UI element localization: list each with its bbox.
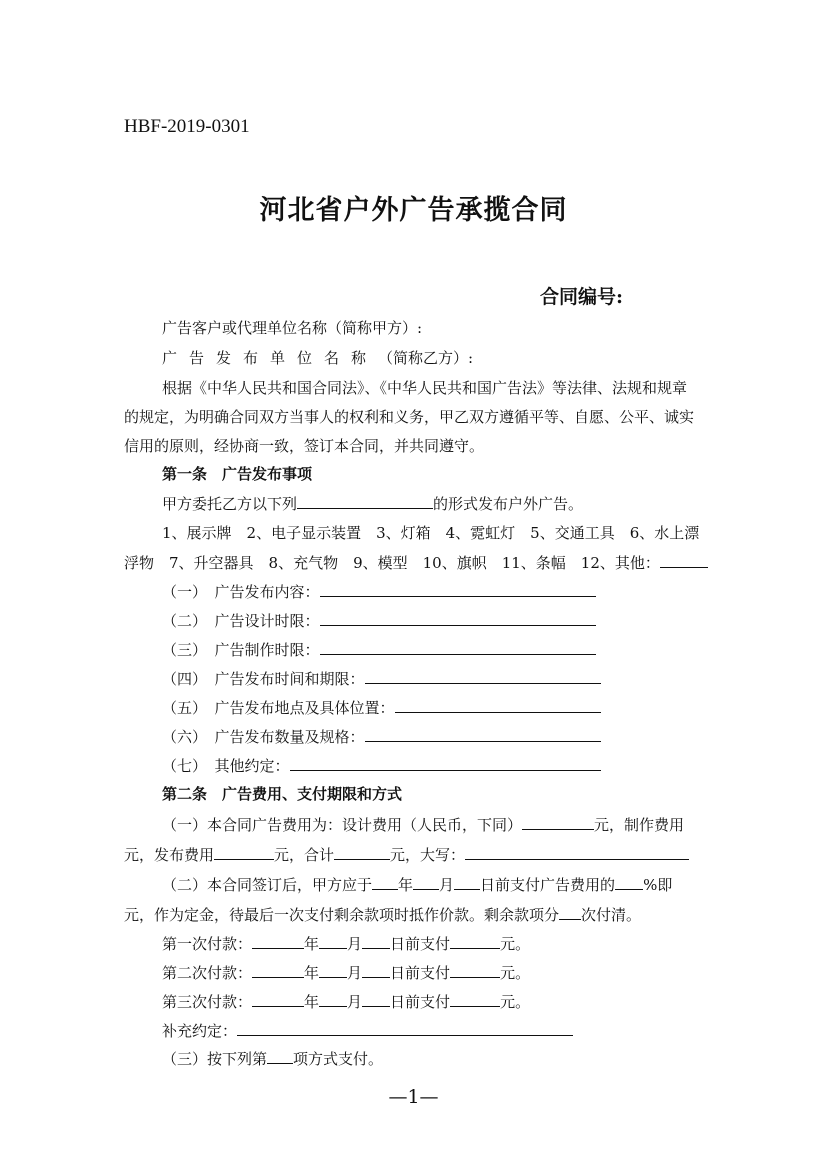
payment-line-1: （二）本合同签订后，甲方应于 年 月 日前支付广告费用的 %即 — [162, 873, 672, 895]
contract-number-label: 合同编号: — [540, 286, 624, 308]
installment-row-3: 第三次付款： 年 月 日前支付 元。 — [162, 990, 530, 1012]
inst2-year-blank[interactable] — [252, 961, 304, 978]
inst1-day-blank[interactable] — [362, 932, 390, 949]
preamble-line-1: 根据《中华人民共和国合同法》、《中华人民共和国广告法》等法律、法规和规章 — [162, 379, 688, 397]
supplement-blank[interactable] — [237, 1019, 573, 1036]
fee-line-2: 元，发布费用 元，合计 元，大写： — [124, 843, 689, 865]
method-blank[interactable] — [267, 1047, 293, 1064]
inst1-amount-blank[interactable] — [450, 932, 500, 949]
inst1-month-blank[interactable] — [319, 932, 347, 949]
supplement-line: 补充约定： — [162, 1019, 573, 1041]
publish-fee-blank[interactable] — [214, 843, 274, 860]
inst3-amount-blank[interactable] — [450, 990, 500, 1007]
other-terms-blank[interactable] — [290, 754, 601, 771]
design-fee-blank[interactable] — [522, 813, 594, 830]
article-2-heading: 第二条 广告费用、支付期限和方式 — [162, 785, 403, 803]
installment-row-2: 第二次付款： 年 月 日前支付 元。 — [162, 961, 530, 983]
forms-list-line-2: 浮物 7、升空器具 8、充气物 9、模型 10、旗帜 11、条幅 12、其他： — [124, 551, 708, 573]
installment-count-blank[interactable] — [559, 903, 581, 920]
document-code: HBF-2019-0301 — [124, 116, 250, 137]
inst3-day-blank[interactable] — [362, 990, 390, 1007]
inst2-month-blank[interactable] — [319, 961, 347, 978]
inst2-amount-blank[interactable] — [450, 961, 500, 978]
pay-percent-blank[interactable] — [615, 873, 643, 890]
payment-line-2: 元，作为定金，待最后一次支付剩余款项时抵作价款。剩余款项分 次付清。 — [124, 903, 641, 925]
inst3-year-blank[interactable] — [252, 990, 304, 1007]
total-fee-blank[interactable] — [334, 843, 390, 860]
page-title: 河北省户外广告承揽合同 — [259, 195, 568, 226]
pay-year-blank[interactable] — [372, 873, 398, 890]
article-1-heading: 第一条 广告发布事项 — [162, 465, 313, 483]
forms-list-line-1: 1、展示牌 2、电子显示装置 3、灯箱 4、霓虹灯 5、交通工具 6、水上漂 — [162, 524, 700, 542]
production-period-blank[interactable] — [320, 638, 596, 655]
fee-line-1: （一）本合同广告费用为：设计费用（人民币，下同） 元，制作费用 — [162, 813, 684, 835]
inst2-day-blank[interactable] — [362, 961, 390, 978]
design-period-blank[interactable] — [320, 609, 596, 626]
preamble-line-2: 的规定，为明确合同双方当事人的权利和义务，甲乙双方遵循平等、自愿、公平、诚实 — [124, 408, 695, 426]
item-row-5: （五） 广告发布地点及具体位置： — [162, 696, 601, 718]
payment-method-line: （三）按下列第 项方式支付。 — [162, 1047, 383, 1069]
inst3-month-blank[interactable] — [319, 990, 347, 1007]
preamble-line-3: 信用的原则，经协商一致，签订本合同，并共同遵守。 — [124, 437, 485, 455]
page-number: —1— — [388, 1086, 439, 1108]
installment-row-1: 第一次付款： 年 月 日前支付 元。 — [162, 932, 530, 954]
item-row-7: （七） 其他约定： — [162, 754, 601, 776]
item-row-4: （四） 广告发布时间和期限： — [162, 667, 601, 689]
article-1-intro: 甲方委托乙方以下列 的形式发布户外广告。 — [162, 492, 583, 514]
item-row-3: （三） 广告制作时限： — [162, 638, 596, 660]
inst1-year-blank[interactable] — [252, 932, 304, 949]
publish-time-blank[interactable] — [365, 667, 601, 684]
item-row-6: （六） 广告发布数量及规格： — [162, 725, 601, 747]
item-row-1: （一） 广告发布内容： — [162, 580, 596, 602]
location-blank[interactable] — [395, 696, 601, 713]
pay-day-blank[interactable] — [454, 873, 480, 890]
pay-month-blank[interactable] — [413, 873, 439, 890]
party-a-line: 广告客户或代理单位名称（简称甲方）: — [162, 319, 423, 337]
form-blank[interactable] — [297, 492, 433, 509]
item-row-2: （二） 广告设计时限： — [162, 609, 596, 631]
content-blank[interactable] — [320, 580, 596, 597]
amount-in-words-blank[interactable] — [465, 843, 689, 860]
other-form-blank[interactable] — [660, 551, 708, 568]
quantity-spec-blank[interactable] — [365, 725, 601, 742]
party-b-line: 广告发布单位名称（简称乙方）: — [162, 349, 474, 367]
